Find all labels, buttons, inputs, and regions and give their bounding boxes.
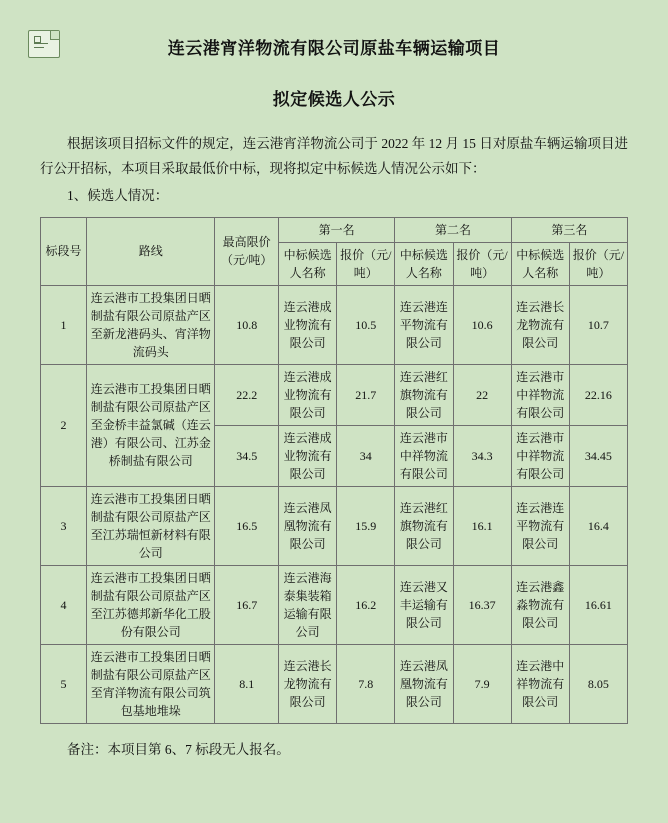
table-row	[41, 364, 628, 425]
table-note: 备注：本项目第 6、7 标段无人报名。	[67, 741, 290, 757]
table-row	[41, 285, 628, 364]
document-icon-line	[34, 43, 48, 44]
header-rank1: 第一名	[279, 217, 395, 242]
cell-rank2-price: 16.37	[453, 565, 511, 644]
cell-rank3-name: 连云港市中祥物流有限公司	[511, 364, 569, 425]
cell-rank2-name: 连云港市中祥物流有限公司	[395, 425, 453, 486]
cell-rank3-name: 连云港市中祥物流有限公司	[511, 425, 569, 486]
cell-segment: 5	[41, 644, 87, 723]
cell-rank2-price: 10.6	[453, 285, 511, 364]
header-rank2: 第二名	[395, 217, 511, 242]
cell-rank2-name: 连云港凤凰物流有限公司	[395, 644, 453, 723]
cell-rank1-name: 连云港成业物流有限公司	[279, 285, 337, 364]
section-label: 1、候选人情况：	[67, 187, 169, 203]
table-row	[41, 565, 628, 644]
cell-rank3-price: 16.61	[569, 565, 627, 644]
header-route: 路线	[87, 217, 215, 285]
cell-rank3-price: 16.4	[569, 486, 627, 565]
cell-rank2-name: 连云港红旗物流有限公司	[395, 486, 453, 565]
cell-cap-price: 16.5	[215, 486, 279, 565]
table-body	[41, 285, 628, 723]
cell-rank1-price: 7.8	[337, 644, 395, 723]
intro-paragraph: 根据该项目招标文件的规定，连云港宵洋物流公司于 2022 年 12 月 15 日对原盐车辆运输项目进行公开招标，本项目采取最低价中标，现将拟定中标候选人情况公示如下：	[40, 136, 628, 176]
cell-rank3-name: 连云港中祥物流有限公司	[511, 644, 569, 723]
cell-rank2-name: 连云港又丰运输有限公司	[395, 565, 453, 644]
header-bidder-name: 中标候选人名称	[395, 242, 453, 285]
cell-rank1-name: 连云港成业物流有限公司	[279, 364, 337, 425]
cell-route: 连云港市工投集团日晒制盐有限公司原盐产区至宵洋物流有限公司筑包基地堆垛	[87, 644, 215, 723]
cell-rank3-price: 22.16	[569, 364, 627, 425]
document-icon-square	[34, 36, 41, 43]
document-icon-line	[34, 47, 44, 48]
header-rank3: 第三名	[511, 217, 627, 242]
candidates-table	[40, 217, 628, 724]
cell-rank1-name: 连云港成业物流有限公司	[279, 425, 337, 486]
cell-rank1-price: 16.2	[337, 565, 395, 644]
cell-rank2-price: 34.3	[453, 425, 511, 486]
cell-rank3-name: 连云港鑫淼物流有限公司	[511, 565, 569, 644]
cell-rank3-name: 连云港长龙物流有限公司	[511, 285, 569, 364]
cell-rank2-name: 连云港红旗物流有限公司	[395, 364, 453, 425]
cell-rank1-price: 15.9	[337, 486, 395, 565]
cell-cap-price: 34.5	[215, 425, 279, 486]
cell-rank1-price: 34	[337, 425, 395, 486]
header-bidder-name: 中标候选人名称	[279, 242, 337, 285]
cell-route: 连云港市工投集团日晒制盐有限公司原盐产区至江苏德邦新华化工股份有限公司	[87, 565, 215, 644]
cell-cap-price: 8.1	[215, 644, 279, 723]
cell-segment: 1	[41, 285, 87, 364]
cell-rank2-price: 22	[453, 364, 511, 425]
header-bid-price: 报价（元/吨）	[569, 242, 627, 285]
cell-rank1-price: 10.5	[337, 285, 395, 364]
document-icon	[28, 30, 60, 58]
table-header-row-1	[41, 217, 628, 242]
cell-rank2-price: 16.1	[453, 486, 511, 565]
cell-cap-price: 10.8	[215, 285, 279, 364]
table-row	[41, 486, 628, 565]
cell-rank1-name: 连云港凤凰物流有限公司	[279, 486, 337, 565]
header-bid-price: 报价（元/吨）	[337, 242, 395, 285]
cell-segment: 4	[41, 565, 87, 644]
cell-cap-price: 16.7	[215, 565, 279, 644]
cell-rank1-price: 21.7	[337, 364, 395, 425]
table-row	[41, 644, 628, 723]
cell-rank3-price: 8.05	[569, 644, 627, 723]
cell-rank1-name: 连云港长龙物流有限公司	[279, 644, 337, 723]
page-subtitle: 拟定候选人公示	[272, 90, 396, 109]
cell-segment: 3	[41, 486, 87, 565]
header-bidder-name: 中标候选人名称	[511, 242, 569, 285]
cell-rank1-name: 连云港海泰集装箱运输有限公司	[279, 565, 337, 644]
cell-route: 连云港市工投集团日晒制盐有限公司原盐产区至金桥丰益氯碱（连云港）有限公司、江苏金桥制盐有限公司	[87, 364, 215, 486]
document-icon-fold	[50, 31, 59, 40]
header-bid-price: 报价（元/吨）	[453, 242, 511, 285]
cell-segment: 2	[41, 364, 87, 486]
header-cap-price: 最高限价（元/吨）	[215, 217, 279, 285]
page-title: 连云港宵洋物流有限公司原盐车辆运输项目	[167, 39, 501, 58]
cell-route: 连云港市工投集团日晒制盐有限公司原盐产区至江苏瑞恒新材料有限公司	[87, 486, 215, 565]
table-head	[41, 217, 628, 285]
cell-rank3-price: 34.45	[569, 425, 627, 486]
cell-route: 连云港市工投集团日晒制盐有限公司原盐产区至新龙港码头、宵洋物流码头	[87, 285, 215, 364]
cell-rank3-price: 10.7	[569, 285, 627, 364]
cell-rank3-name: 连云港连平物流有限公司	[511, 486, 569, 565]
header-segment: 标段号	[41, 217, 87, 285]
cell-rank2-price: 7.9	[453, 644, 511, 723]
cell-rank2-name: 连云港连平物流有限公司	[395, 285, 453, 364]
cell-cap-price: 22.2	[215, 364, 279, 425]
